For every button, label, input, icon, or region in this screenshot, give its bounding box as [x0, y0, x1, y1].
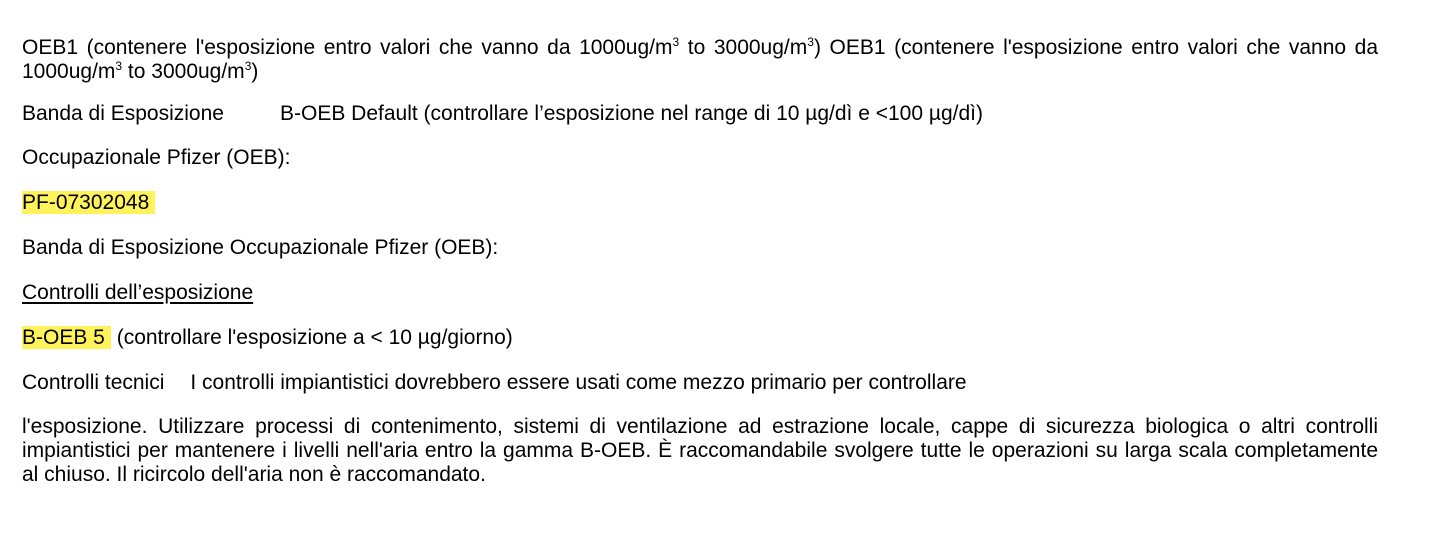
- oeb1-text-a: OEB1 (contenere l'esposizione entro valori che vanno da 1000ug/m: [22, 36, 673, 59]
- oeb1-text-e: ): [251, 60, 259, 83]
- compound-code: PF-07302048: [22, 191, 155, 214]
- b-oeb-5-row: [22, 326, 1378, 350]
- exposure-band-label: Banda di Esposizione: [22, 102, 224, 125]
- oeb1-text-d: to 3000ug/m: [122, 60, 245, 83]
- b-oeb-5-badge: B-OEB 5: [22, 326, 111, 349]
- occupational-pfizer-label: Occupazionale Pfizer (OEB):: [22, 146, 291, 169]
- document-page: [22, 36, 1378, 487]
- superscript-3: 3: [807, 35, 814, 49]
- exposure-band-row: [22, 102, 1378, 126]
- superscript-3: 3: [672, 35, 680, 49]
- oeb1-paragraph: [22, 36, 1378, 84]
- technical-controls-text: I controlli impiantistici dovrebbero essere usati come mezzo primario per controllare: [190, 371, 967, 394]
- oeb1-text-b: to 3000ug/m: [679, 36, 808, 59]
- exposure-controls-title: Controlli dell’esposizione: [22, 281, 254, 304]
- technical-controls-paragraph: l'esposizione. Utilizzare processi di contenimento, sistemi di ventilazione ad estrazione locale, cappe di sicurezza biologica o altri controlli impiantistici per mantenere i livelli nell'aria entro la gamma B-OEB. È raccomandabile svolgere tutte le operazioni su larga scala completamente al chiuso. Il ricircolo dell'aria non è raccomandato.: [22, 415, 1378, 486]
- superscript-3: 3: [115, 59, 123, 73]
- technical-controls-row: [22, 371, 1378, 395]
- compound-code-row: [22, 191, 1378, 215]
- exposure-band-value: B-OEB Default (controllare l’esposizione nel range di 10 µg/dì e <100 µg/dì): [279, 102, 983, 125]
- exposure-controls-heading: [22, 281, 1378, 305]
- oeb1-text-c: ) OEB1 (contenere l'esposizione entro valori che vanno da 1000ug/m: [22, 36, 1379, 83]
- superscript-3: 3: [244, 59, 252, 73]
- technical-controls-label: Controlli tecnici: [22, 371, 165, 394]
- b-oeb-5-description: (controllare l'esposizione a < 10 µg/giorno): [110, 326, 513, 349]
- oeb-band-heading: Banda di Esposizione Occupazionale Pfizer (OEB):: [22, 236, 499, 259]
